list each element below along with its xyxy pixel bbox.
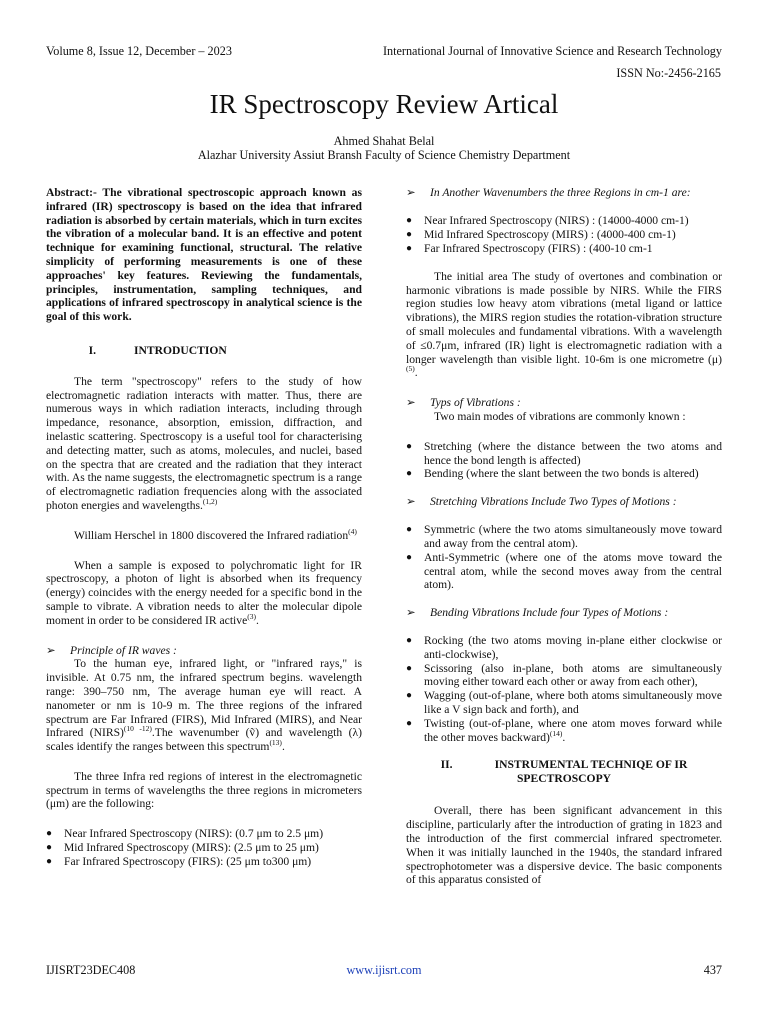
bullet-icon: ● bbox=[406, 690, 413, 702]
section-heading-introduction bbox=[46, 344, 362, 358]
bullet-icon: ● bbox=[406, 214, 413, 226]
list-item-text: Symmetric (where the two atoms simultaneously move toward and away from the central atom). bbox=[424, 523, 722, 550]
vibration-types-list bbox=[406, 440, 722, 482]
citation: (5) bbox=[406, 364, 415, 374]
paragraph-text: When a sample is exposed to polychromatic light for IR spectroscopy, a photon of light is absorbed when its frequency (energy) coincides with the energy needed for a specific bond in the sample to vibrate. A vibration needs to alter the molecular dipole moment in order to be considered IR active bbox=[46, 558, 362, 627]
list-item-text: Bending (where the slant between the two bonds is altered) bbox=[424, 467, 699, 481]
arrow-bullet-icon: ➢ bbox=[406, 606, 416, 620]
list-item bbox=[46, 827, 362, 841]
arrow-bullet-icon: ➢ bbox=[406, 495, 416, 509]
section-title-line2: SPECTROSCOPY bbox=[516, 772, 612, 786]
paper-code: IJISRT23DEC408 bbox=[46, 963, 136, 977]
bullet-icon: ● bbox=[406, 440, 413, 452]
bullet-icon: ● bbox=[46, 842, 53, 854]
subheading-stretching bbox=[406, 495, 722, 509]
right-column bbox=[406, 186, 722, 887]
citation: (10 -12) bbox=[123, 724, 152, 734]
list-item-text: Mid Infrared Spectroscopy (MIRS): (2.5 μm to 25 μm) bbox=[64, 841, 319, 855]
list-item-text: Mid Infrared Spectroscopy (MIRS) : (4000-400 cm-1) bbox=[424, 227, 676, 241]
list-item bbox=[406, 242, 722, 256]
list-item bbox=[46, 841, 362, 855]
list-item bbox=[406, 689, 722, 717]
bullet-icon: ● bbox=[406, 662, 413, 674]
citation: (13) bbox=[269, 738, 282, 748]
volume-info: Volume 8, Issue 12, December – 2023 bbox=[46, 44, 232, 58]
subheading-text: Bending Vibrations Include four Types of Motions : bbox=[430, 606, 669, 620]
period: . bbox=[414, 366, 418, 380]
list-item-body: Twisting (out-of-plane, where one atom moves forward while the other moves backward) bbox=[424, 716, 722, 744]
section-title: INSTRUMENTAL TECHNIQE OF IR bbox=[494, 758, 688, 772]
list-item bbox=[406, 717, 722, 745]
left-column bbox=[46, 186, 362, 883]
wavelength-regions-list bbox=[46, 827, 362, 869]
period: . bbox=[255, 613, 259, 627]
abstract: Abstract:- The vibrational spectroscopic approach known as infrared (IR) spectroscopy is based on the idea that infrared radiation is absorbed by certain materials, which in turn excites the vibration of a molecular band. It is an effective and potent technique for examining functional, structural. The relative simplicity of performing measurements is one of these approaches' key features. Reviewing the fundamentals, principles, instrumentation, sampling techniques, and applications of infrared spectroscopy in analytical science is the goal of this work. bbox=[46, 186, 362, 324]
paragraph-text: To the human eye, infrared light, or "infrared rays," is invisible. At 0.75 nm, the infrared spectrum begins. wavelength range: 390–750 nm, The average human eye will react. A nanometer or nm is 10-9 m. The three regions of the infrared spectrum are Far Infrared (FIRS), Mid Infrared (MIRS), and Near Infrared (NIRS) bbox=[46, 657, 362, 740]
section-heading-instrumental bbox=[406, 758, 722, 786]
bullet-icon: ● bbox=[406, 524, 413, 536]
list-item-text: Far Infrared Spectroscopy (FIRS): (25 μm to300 μm) bbox=[64, 855, 312, 869]
subheading-text: Principle of IR waves : bbox=[70, 643, 177, 657]
paragraph-text: William Herschel in 1800 discovered the Infrared radiation bbox=[74, 528, 349, 542]
author-affiliation: Alazhar University Assiut Bransh Faculty of Science Chemistry Department bbox=[197, 148, 571, 162]
list-item-text: Stretching (where the distance between the two atoms and hence the bond length is affected) bbox=[424, 439, 722, 467]
bullet-icon: ● bbox=[46, 828, 53, 840]
list-item bbox=[406, 214, 722, 228]
period: . bbox=[562, 730, 566, 744]
intro-paragraph-2 bbox=[46, 526, 362, 543]
bullet-icon: ● bbox=[406, 242, 413, 254]
journal-url-link[interactable]: www.ijisrt.com bbox=[346, 963, 422, 977]
citation: (14) bbox=[549, 728, 563, 738]
subheading-text: Stretching Vibrations Include Two Types of Motions : bbox=[430, 495, 677, 509]
bending-list bbox=[406, 634, 722, 744]
types-intro: Two main modes of vibrations are commonly known : bbox=[434, 409, 686, 423]
subheading-wavenumbers bbox=[406, 186, 722, 200]
list-item bbox=[406, 228, 722, 242]
bullet-icon: ● bbox=[406, 717, 413, 729]
list-item bbox=[406, 662, 722, 690]
nirs-paragraph bbox=[406, 270, 722, 380]
list-item bbox=[406, 467, 722, 481]
wavenumber-regions-list bbox=[406, 214, 722, 256]
bullet-icon: ● bbox=[406, 228, 413, 240]
list-item-text: Near Infrared Spectroscopy (NIRS): (0.7 μm to 2.5 μm) bbox=[64, 827, 324, 841]
list-item-text: Anti-Symmetric (where one of the atoms move toward the central atom, while the second moves away from the central atom). bbox=[424, 550, 722, 592]
list-item-text: Wagging (out-of-plane, where both atoms simultaneously move like a V sign back and forth), and bbox=[424, 689, 722, 716]
instrumental-paragraph: Overall, there has been significant advancement in this discipline, particularly after the introduction of grating in 1823 and the introduction of the first commercial infrared spectrometer. When it was initially launched in the 1940s, the standard infrared spectrophotometer was a dispersive device. The basic components of this apparatus consisted of bbox=[406, 804, 722, 887]
list-item-text: Near Infrared Spectroscopy (NIRS) : (14000-4000 cm-1) bbox=[424, 213, 689, 227]
list-item bbox=[46, 855, 362, 869]
bullet-icon: ● bbox=[406, 468, 413, 480]
arrow-bullet-icon: ➢ bbox=[406, 396, 416, 410]
citation: (3) bbox=[247, 611, 256, 621]
list-item-text: Rocking (the two atoms moving in-plane either clockwise or anti-clockwise), bbox=[424, 633, 722, 661]
list-item bbox=[406, 440, 722, 468]
list-item bbox=[406, 523, 722, 551]
page-number: 437 bbox=[703, 963, 722, 977]
list-item bbox=[406, 634, 722, 662]
section-number: II. bbox=[440, 758, 453, 772]
principle-paragraph bbox=[46, 657, 362, 754]
list-item-text bbox=[424, 717, 722, 745]
paragraph-text: .The wavenumber (ṽ) and wavelength (λ) scales identify the ranges between this spectrum bbox=[46, 726, 362, 754]
list-item bbox=[406, 551, 722, 592]
subheading-text: In Another Wavenumbers the three Regions in cm-1 are: bbox=[430, 186, 691, 199]
section-number: I. bbox=[88, 343, 96, 357]
period: . bbox=[281, 740, 285, 754]
citation: (4) bbox=[348, 526, 357, 536]
regions-paragraph: The three Infra red regions of interest in the electromagnetic spectrum in terms of wavelengths the three regions in micrometers (μm) are the following: bbox=[46, 769, 362, 811]
subheading-text: Typs of Vibrations : bbox=[430, 396, 521, 410]
paragraph-text: The initial area The study of overtones and combination or harmonic vibrations is made possible by NIRS. While the FIRS region studies low heavy atom vibrations (metal ligand or lattice vibrations), the MIRS region studies the rotation-vibration structure of small molecules and fundamental vibrations. With a wavelength of ≤0.7μm, infrared (IR) light is electromagnetic radiation with a longer wavelength than visible light. 10-6m is one micrometre (μ) bbox=[406, 269, 722, 366]
journal-name: International Journal of Innovative Science and Research Technology bbox=[382, 44, 722, 58]
paragraph-text: The term "spectroscopy" refers to the study of how electromagnetic radiation interacts with matter. Thus, there are numerous ways in which radiation interacts, including through impedance, resonance, absorption, emission, diffraction, and inelastic scattering. Spectroscopy is a useful tool for characterising and detecting matter, such as atoms, molecules, and nuclei, based on the spectra that are created and the radiation that they interact with. As the name suggests, the electromagnetic spectrum is a range of electromagnetic radiation frequencies along with the associated photon energies and wavelengths. bbox=[46, 374, 362, 512]
arrow-bullet-icon: ➢ bbox=[406, 186, 416, 199]
author-name: Ahmed Shahat Belal bbox=[333, 134, 435, 148]
bullet-icon: ● bbox=[46, 856, 53, 868]
list-item-text: Scissoring (also in-plane, both atoms are simultaneously moving either toward each other or away from each other), bbox=[424, 661, 722, 689]
bullet-icon: ● bbox=[406, 551, 413, 563]
intro-paragraph-3 bbox=[46, 559, 362, 628]
paper-title: IR Spectroscopy Review Artical bbox=[209, 89, 559, 119]
list-item-text: Far Infrared Spectroscopy (FIRS) : (400-10 cm-1 bbox=[424, 241, 653, 255]
stretching-list bbox=[406, 523, 722, 592]
section-title: INTRODUCTION bbox=[134, 343, 227, 357]
arrow-bullet-icon: ➢ bbox=[46, 643, 56, 657]
subheading-types bbox=[406, 396, 722, 410]
issn-number: ISSN No:-2456-2165 bbox=[616, 66, 721, 80]
subheading-bending bbox=[406, 606, 722, 620]
subheading-principle bbox=[46, 644, 362, 658]
bullet-icon: ● bbox=[406, 634, 413, 646]
citation: (1,2) bbox=[202, 497, 218, 507]
intro-paragraph-1 bbox=[46, 375, 362, 513]
